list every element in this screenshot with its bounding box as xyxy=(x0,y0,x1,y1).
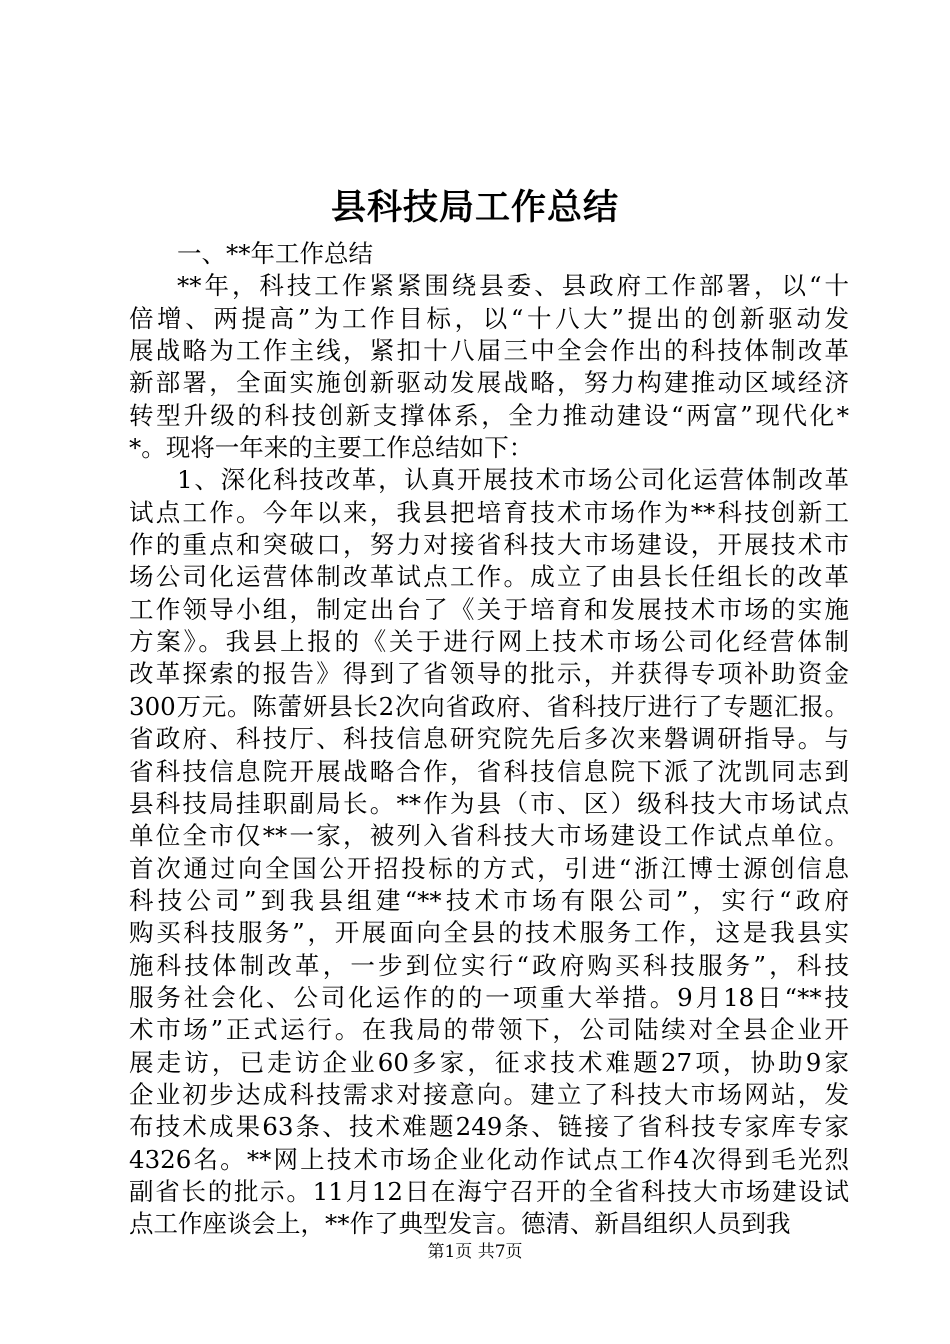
text-line: 300万元。陈蕾妍县长2次向省政府、省科技厅进行了专题汇报。 xyxy=(129,691,849,721)
text-line: *。现将一年来的主要工作总结如下： xyxy=(129,433,534,463)
text-line: 县科技局挂职副局长。**作为县（市、区）级科技大市场试点 xyxy=(129,788,849,818)
text-line: 场公司化运营体制改革试点工作。成立了由县长任组长的改革 xyxy=(129,562,849,592)
text-line: 作的重点和突破口，努力对接省科技大市场建设，开展技术市 xyxy=(129,530,849,560)
text-line: 倍增、两提高”为工作目标，以“十八大”提出的创新驱动发 xyxy=(129,303,849,333)
text-line: **年，科技工作紧紧围绕县委、县政府工作部署，以“十 xyxy=(177,271,849,301)
text-line: 科技公司”到我县组建“**技术市场有限公司”，实行“政府 xyxy=(129,885,849,915)
text-line: 首次通过向全国公开招投标的方式，引进“浙江博士源创信息 xyxy=(129,853,849,883)
text-line: 新部署，全面实施创新驱动发展战略，努力构建推动区域经济 xyxy=(129,368,849,398)
text-line: 省政府、科技厅、科技信息研究院先后多次来磐调研指导。与 xyxy=(129,724,849,754)
text-line: 一、**年工作总结 xyxy=(177,239,373,268)
text-line: 1、深化科技改革，认真开展技术市场公司化运营体制改革 xyxy=(177,465,849,495)
text-line: 点工作座谈会上，**作了典型发言。德清、新昌组织人员到我 xyxy=(129,1209,791,1239)
page-footer: 第1页 共7页 xyxy=(427,1242,523,1262)
document-body xyxy=(129,238,849,1241)
text-line: 展战略为工作主线，紧扣十八届三中全会作出的科技体制改革 xyxy=(129,336,849,366)
text-line: 施科技体制改革，一步到位实行“政府购买科技服务”，科技 xyxy=(129,950,849,980)
text-line: 企业初步达成科技需求对接意向。建立了科技大市场网站，发 xyxy=(129,1079,849,1109)
text-line: 术市场”正式运行。在我局的带领下，公司陆续对全县企业开 xyxy=(129,1015,849,1045)
text-line: 服务社会化、公司化运作的的一项重大举措。9月18日“**技 xyxy=(129,982,849,1012)
text-line: 展走访，已走访企业60多家，征求技术难题27项，协助9家 xyxy=(129,1047,849,1077)
text-line: 工作领导小组，制定出台了《关于培育和发展技术市场的实施 xyxy=(129,594,849,624)
text-line: 单位全市仅**一家，被列入省科技大市场建设工作试点单位。 xyxy=(129,821,849,851)
text-line: 购买科技服务”，开展面向全县的技术服务工作，这是我县实 xyxy=(129,918,849,948)
text-line: 布技术成果63条、技术难题249条、链接了省科技专家库专家 xyxy=(129,1112,849,1142)
document-title: 县科技局工作总结 xyxy=(330,187,619,228)
text-line: 转型升级的科技创新支撑体系，全力推动建设“两富”现代化* xyxy=(129,400,849,430)
text-line: 方案》。我县上报的《关于进行网上技术市场公司化经营体制 xyxy=(129,627,849,657)
text-line: 试点工作。今年以来，我县把培育技术市场作为**科技创新工 xyxy=(129,497,849,527)
text-line: 副省长的批示。11月12日在海宁召开的全省科技大市场建设试 xyxy=(129,1176,849,1206)
text-line: 4326名。**网上技术市场企业化动作试点工作4次得到毛光烈 xyxy=(129,1144,849,1174)
text-line: 省科技信息院开展战略合作，省科技信息院下派了沈凯同志到 xyxy=(129,756,849,786)
text-line: 改革探索的报告》得到了省领导的批示，并获得专项补助资金 xyxy=(129,659,849,689)
